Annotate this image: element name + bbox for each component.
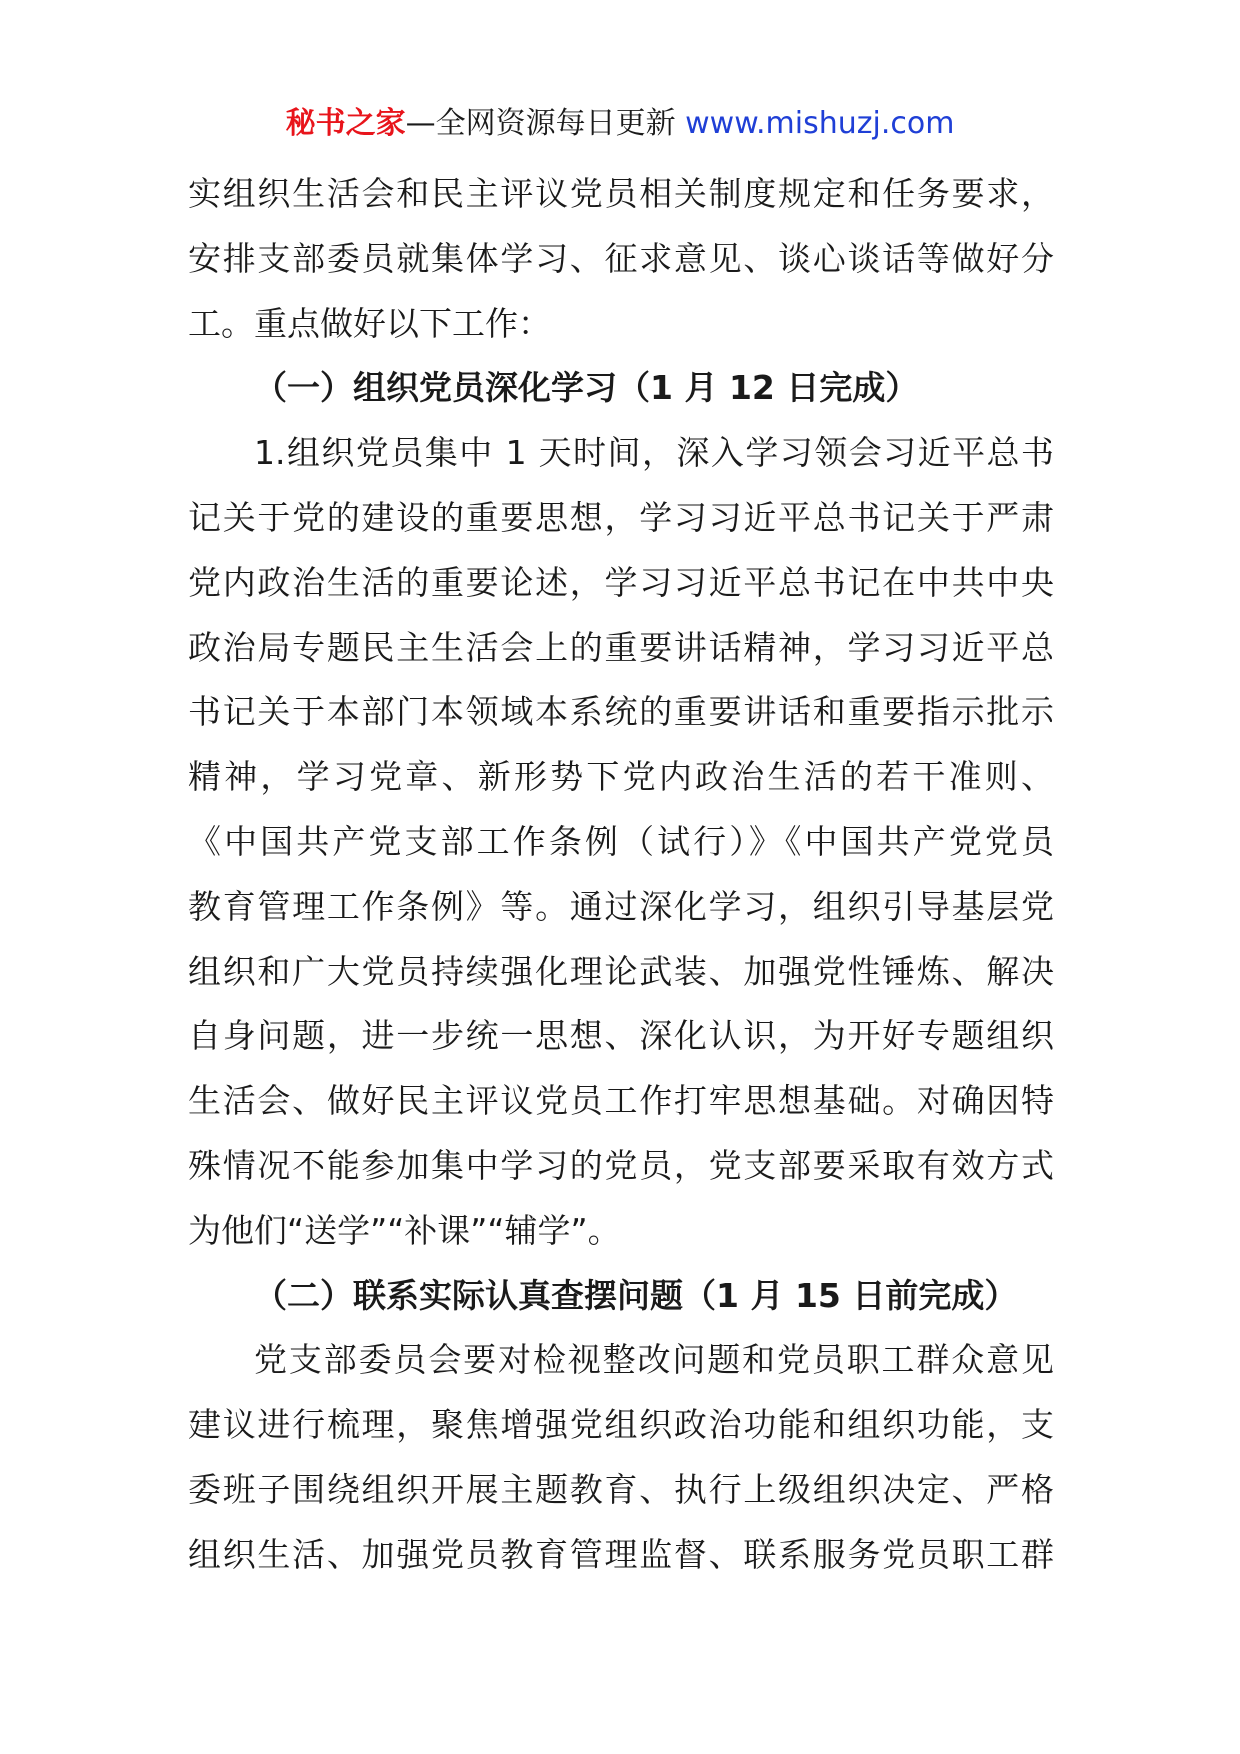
section1-line: 记关于党的建设的重要思想，学习习近平总书记关于严肃 <box>188 497 1054 537</box>
section1-line: 生活会、做好民主评议党员工作打牢思想基础。对确因特 <box>188 1081 1054 1121</box>
section2-line: 建议进行梳理，聚焦增强党组织政治功能和组织功能，支 <box>188 1405 1054 1445</box>
intro-line: 工。重点做好以下工作： <box>188 303 551 343</box>
section2-line: 委班子围绕组织开展主题教育、执行上级组织决定、严格 <box>188 1469 1054 1509</box>
site-header <box>0 98 1240 150</box>
section1-line: 党内政治生活的重要论述，学习习近平总书记在中共中央 <box>188 562 1054 602</box>
section-heading-1: （一）组织党员深化学习（1 月 12 日完成） <box>254 368 919 408</box>
section1-line: 自身问题，进一步统一思想、深化认识，为开好专题组织 <box>188 1016 1054 1056</box>
section1-line: 组织和广大党员持续强化理论武装、加强党性锤炼、解决 <box>188 951 1054 991</box>
site-tagline: —全网资源每日更新 <box>405 106 686 141</box>
section1-line: 为他们“送学”“补课”“辅学”。 <box>188 1210 621 1250</box>
document-body <box>188 162 1054 1588</box>
section1-line: 《中国共产党支部工作条例（试行）》《中国共产党党员 <box>188 821 1054 861</box>
section2-line: 党支部委员会要对检视整改问题和党员职工群众意见 <box>254 1340 1054 1380</box>
section1-line: 书记关于本部门本领域本系统的重要讲话和重要指示批示 <box>188 692 1054 732</box>
section1-line: 精神，学习党章、新形势下党内政治生活的若干准则、 <box>188 757 1054 797</box>
site-brand: 秘书之家 <box>285 106 406 141</box>
section1-line: 1.组织党员集中 1 天时间，深入学习领会习近平总书 <box>254 433 1054 473</box>
intro-line: 实组织生活会和民主评议党员相关制度规定和任务要求， <box>188 174 1054 213</box>
intro-line: 安排支部委员就集体学习、征求意见、谈心谈话等做好分 <box>188 238 1054 278</box>
section2-line: 组织生活、加强党员教育管理监督、联系服务党员职工群 <box>188 1534 1054 1574</box>
section1-line: 政治局专题民主生活会上的重要讲话精神，学习习近平总 <box>188 627 1054 667</box>
section1-line: 殊情况不能参加集中学习的党员，党支部要采取有效方式 <box>188 1145 1054 1185</box>
section-heading-2: （二）联系实际认真查摆问题（1 月 15 日前完成） <box>254 1275 1018 1315</box>
site-url-link[interactable]: www.mishuzj.com <box>685 106 955 141</box>
section1-line: 教育管理工作条例》等。通过深化学习，组织引导基层党 <box>188 886 1054 926</box>
